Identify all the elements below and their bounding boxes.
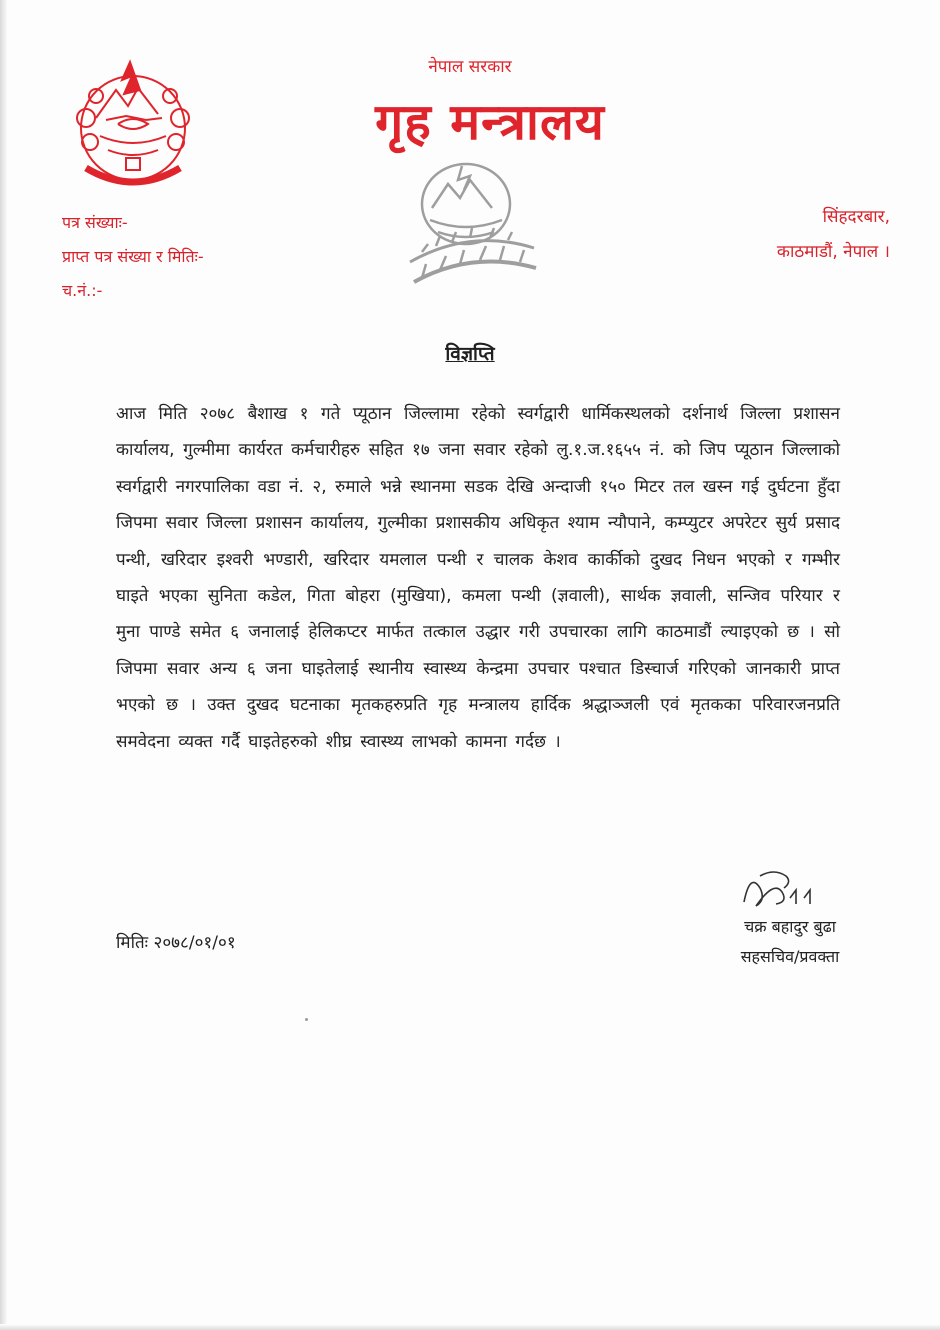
reference-block bbox=[62, 206, 204, 308]
scan-speck bbox=[305, 1018, 308, 1021]
signatory-block bbox=[690, 912, 890, 972]
address-line-2: काठमाडौं, नेपाल । bbox=[776, 242, 890, 262]
dispatch-number-label: च.नं.:- bbox=[62, 281, 103, 300]
ministry-stamp-icon bbox=[400, 150, 540, 290]
scan-edge-bottom bbox=[0, 1324, 940, 1330]
government-name: नेपाल सरकार bbox=[428, 57, 512, 77]
received-letter-label: प्राप्त पत्र संख्या र मितिः- bbox=[62, 247, 204, 266]
notice-body: आज मिति २०७८ बैशाख १ गते प्यूठान जिल्लामा रहेको स्वर्गद्वारी धार्मिकस्थलको दर्शनार्थ जिल्ला प्रशासन कार्यालय, गुल्मीमा कार्यरत कर्मचारीहरु सहित १७ जना सवार रहेको लु.१.ज.१६५५ नं. को जिप प्यूठान जिल्लाको स्वर्गद्वारी नगरपालिका वडा नं. २, रुमाले भन्ने स्थानमा सडक देखि अन्दाजी १५० मिटर तल खस्न गई दुर्घटना हुँदा जिपमा सवार जिल्ला प्रशासन कार्यालय, गुल्मीका प्रशासकीय अधिकृत श्याम न्यौपाने, कम्प्युटर अपरेटर सुर्य प्रसाद पन्थी, खरिदार इश्वरी भण्डारी, खरिदार यमलाल पन्थी र चालक केशव कार्कीको दुखद निधन भएको र गम्भीर घाइते भएका सुनिता कडेल, गिता बोहरा (मुखिया), कमला पन्थी (ज्ञवाली), सार्थक ज्ञवाली, सन्जिव परियार र मुना पाण्डे समेत ६ जनालाई हेलिकप्टर मार्फत तत्काल उद्धार गरी उपचारका लागि काठमाडौं ल्याइएको छ । सो जिपमा सवार अन्य ६ जना घाइतेलाई स्थानीय स्वास्थ्य केन्द्रमा उपचार पश्चात डिस्चार्ज गरिएको जानकारी प्राप्त भएको छ । उक्त दुखद घटनाका मृतकहरुप्रति गृह मन्त्रालय हार्दिक श्रद्धाञ्जली एवं मृतकका परिवारजनप्रति समवेदना व्यक्त गर्दै घाइतेहरुको शीघ्र स्वास्थ्य लाभको कामना गर्दछ । bbox=[116, 404, 840, 752]
notice-date: मितिः २०७८/०१/०१ bbox=[116, 933, 236, 953]
notice-title: विज्ञप्ति bbox=[445, 343, 495, 365]
scan-edge bbox=[0, 0, 8, 1330]
address-line-1: सिंहदरबार, bbox=[822, 207, 890, 227]
letter-number-label: पत्र संख्याः- bbox=[62, 213, 128, 232]
office-address bbox=[777, 200, 890, 270]
signatory-title: सहसचिव/प्रवक्ता bbox=[740, 947, 840, 966]
signatory-name: चक्र बहादुर बुढा bbox=[744, 917, 836, 936]
ministry-title: गृह मन्त्रालय bbox=[375, 93, 605, 151]
